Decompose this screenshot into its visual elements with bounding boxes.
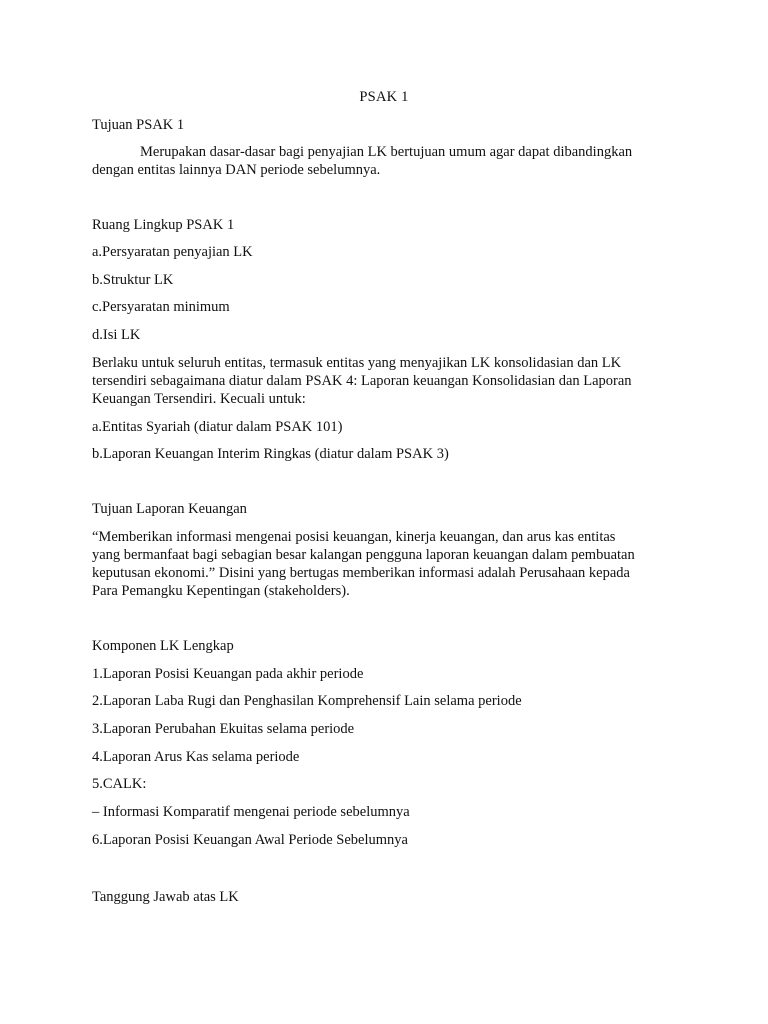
paragraph-line: Para Pemangku Kepentingan (stakeholders).	[92, 583, 350, 599]
list-item: 2.Laporan Laba Rugi dan Penghasilan Komprehensif Lain selama periode	[92, 693, 522, 709]
list-item: a.Persyaratan penyajian LK	[92, 244, 253, 260]
paragraph-tujuan	[92, 143, 682, 179]
section-heading-tanggung-jawab: Tanggung Jawab atas LK	[92, 889, 239, 905]
list-item: 5.CALK:	[92, 776, 147, 792]
list-item: – Informasi Komparatif mengenai periode sebelumnya	[92, 804, 410, 820]
paragraph-line: “Memberikan informasi mengenai posisi keuangan, kinerja keuangan, dan arus kas entitas	[92, 529, 616, 545]
list-item: b.Laporan Keuangan Interim Ringkas (diatur dalam PSAK 3)	[92, 446, 449, 462]
list-item: 4.Laporan Arus Kas selama periode	[92, 749, 300, 765]
section-heading-tujuan: Tujuan PSAK 1	[92, 117, 185, 133]
document-title: PSAK 1	[359, 89, 409, 105]
paragraph-ruang-lingkup	[92, 354, 682, 408]
list-item: a.Entitas Syariah (diatur dalam PSAK 101)	[92, 419, 343, 435]
list-item: 6.Laporan Posisi Keuangan Awal Periode Sebelumnya	[92, 832, 408, 848]
section-heading-komponen: Komponen LK Lengkap	[92, 638, 234, 654]
list-item: b.Struktur LK	[92, 272, 174, 288]
paragraph-line: Keuangan Tersendiri. Kecuali untuk:	[92, 391, 306, 407]
paragraph-line: dengan entitas lainnya DAN periode sebelumnya.	[92, 162, 381, 178]
paragraph-line: Berlaku untuk seluruh entitas, termasuk entitas yang menyajikan LK konsolidasian dan LK	[92, 355, 622, 371]
paragraph-line: Merupakan dasar-dasar bagi penyajian LK bertujuan umum agar dapat dibandingkan	[140, 144, 633, 160]
section-heading-tujuan-lk: Tujuan Laporan Keuangan	[92, 501, 247, 517]
list-item: d.Isi LK	[92, 327, 141, 343]
list-item: 3.Laporan Perubahan Ekuitas selama periode	[92, 721, 355, 737]
paragraph-tujuan-lk	[92, 528, 682, 600]
list-item: c.Persyaratan minimum	[92, 299, 230, 315]
paragraph-line: tersendiri sebagaimana diatur dalam PSAK 4: Laporan keuangan Konsolidasian dan Laporan	[92, 373, 632, 389]
paragraph-line: keputusan ekonomi.” Disini yang bertugas memberikan informasi adalah Perusahaan kepada	[92, 565, 630, 581]
list-item: 1.Laporan Posisi Keuangan pada akhir periode	[92, 666, 364, 682]
section-heading-ruang-lingkup: Ruang Lingkup PSAK 1	[92, 217, 235, 233]
paragraph-line: yang bermanfaat bagi sebagian besar kalangan pengguna laporan keuangan dalam pembuatan	[92, 547, 635, 563]
